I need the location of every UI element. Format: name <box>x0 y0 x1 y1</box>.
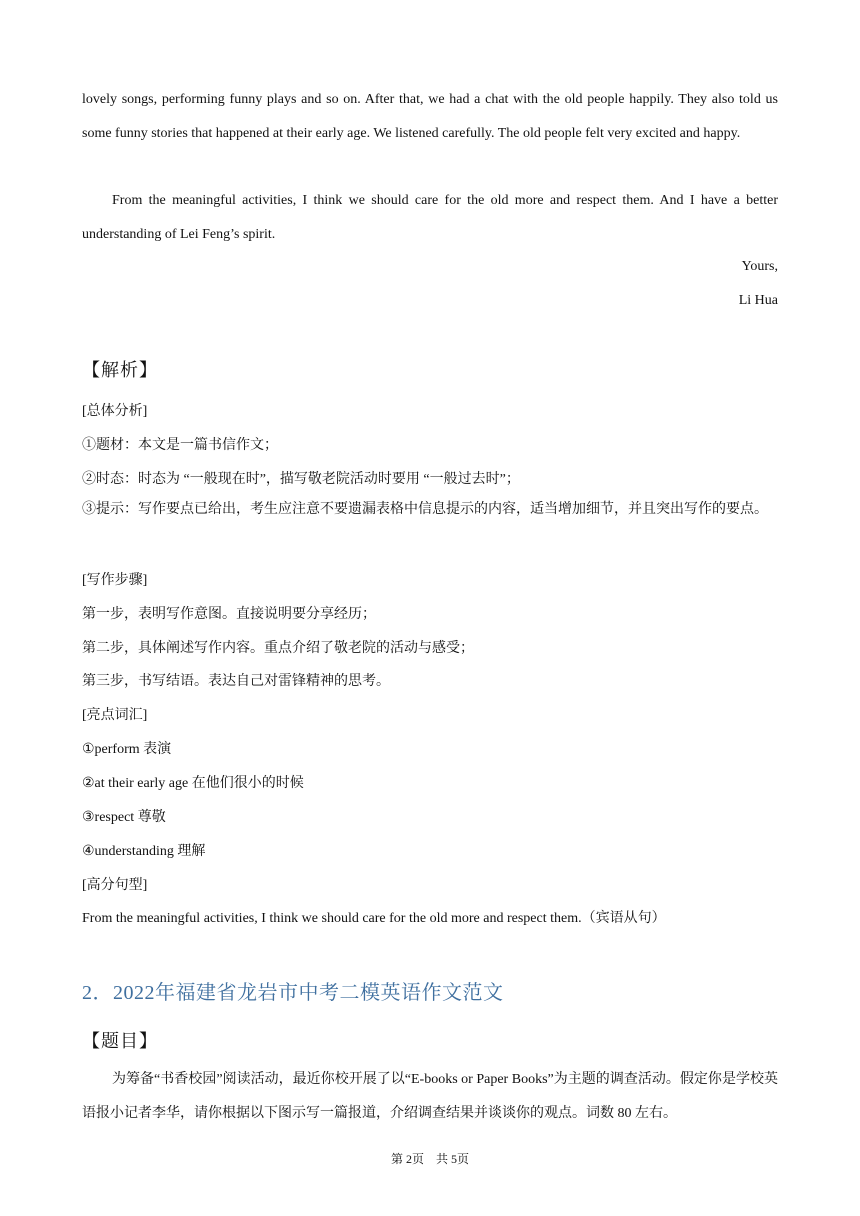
sentence-pattern-label: [高分句型] <box>82 878 148 893</box>
letter-paragraph-2: From the meaningful activities, I think we should care for the old more and respect them. And I have a better understanding of Lei Feng’s spirit. <box>82 193 778 242</box>
writing-step-3: 第三步，书写结语。表达自己对雷锋精神的思考。 <box>82 674 390 689</box>
vocab-item-3: ③respect 尊敬 <box>82 810 166 825</box>
sentence-pattern-item-1: From the meaningful activities, I think we should care for the old more and respect them.（宾语从句） <box>82 911 666 926</box>
letter-signature: Li Hua <box>738 293 778 308</box>
overall-analysis-item-1: ①题材：本文是一篇书信作文； <box>82 438 278 453</box>
letter-closing: Yours, <box>741 259 778 274</box>
overall-analysis-item-2: ②时态：时态为 “一般现在时”，描写敬老院活动时要用 “一般过去时”； <box>82 472 520 487</box>
vocab-item-4: ④understanding 理解 <box>82 844 206 859</box>
writing-steps-label: [写作步骤] <box>82 573 148 588</box>
writing-step-1: 第一步，表明写作意图。直接说明要分享经历； <box>82 607 376 622</box>
vocab-label: [亮点词汇] <box>82 708 148 723</box>
question-heading: 【题目】 <box>82 1031 158 1051</box>
question-text: 为筹备“书香校园”阅读活动，最近你校开展了以“E-books or Paper Books”为主题的调查活动。假定你是学校英语报小记者李华，请你根据以下图示写一篇报道，介绍调查结果并谈谈你的观点。词数 80 左右。 <box>82 1072 778 1121</box>
section-2-title: 2．2022年福建省龙岩市中考二模英语作文范文 <box>82 982 504 1004</box>
analysis-heading: 【解析】 <box>82 360 158 380</box>
vocab-item-1: ①perform 表演 <box>82 742 172 757</box>
overall-analysis-label: [总体分析] <box>82 404 148 419</box>
page-footer: 第 2页 共 5页 <box>390 1152 469 1166</box>
overall-analysis-item-3: ③提示：写作要点已给出，考生应注意不要遗漏表格中信息提示的内容，适当增加细节，并且突出写作的要点。 <box>82 502 768 517</box>
vocab-item-2: ②at their early age 在他们很小的时候 <box>82 776 304 791</box>
writing-step-2: 第二步，具体阐述写作内容。重点介绍了敬老院的活动与感受； <box>82 641 474 656</box>
letter-paragraph-1: lovely songs, performing funny plays and so on. After that, we had a chat with the old people happily. They also told us some funny stories that happened at their early age. We listened carefully. The old people felt very excited and happy. <box>82 92 778 141</box>
